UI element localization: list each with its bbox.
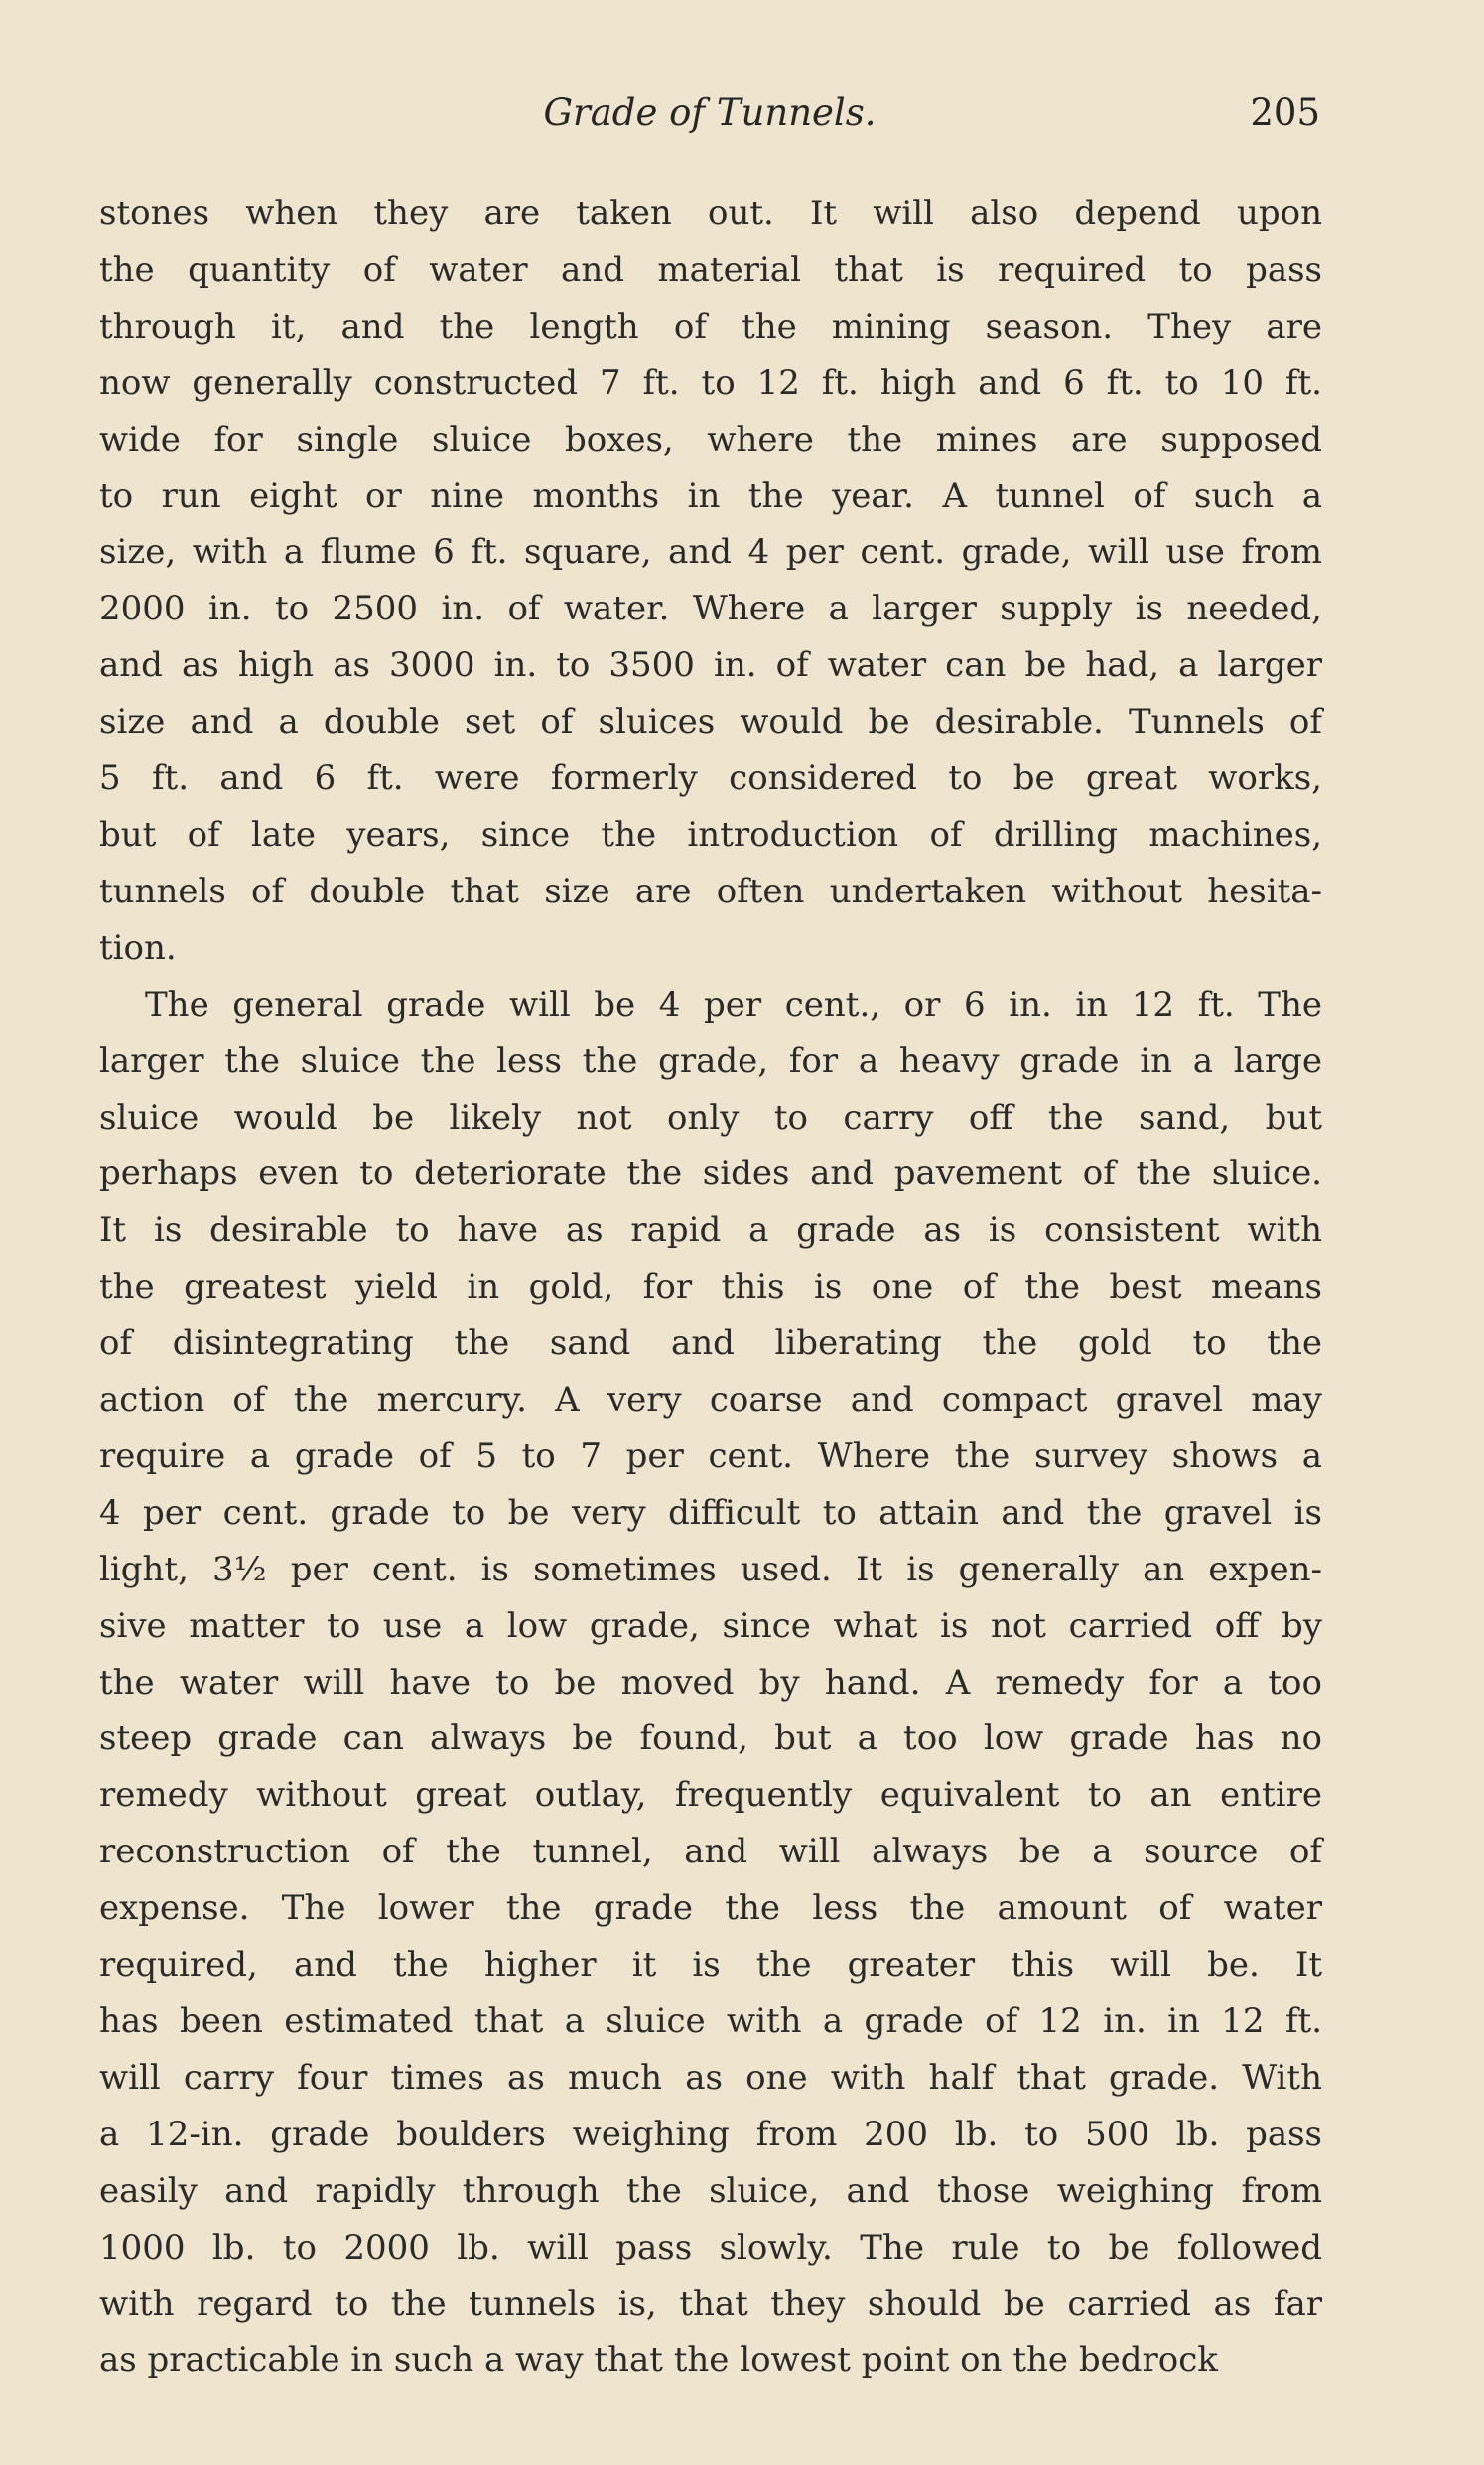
text-line: required, and the higher it is the greater this will be. It [99, 1945, 1322, 1986]
paragraph [99, 186, 1322, 977]
text-line: through it, and the length of the mining season. They are [99, 306, 1322, 346]
running-title: Grade of Tunnels. [543, 91, 877, 134]
text-line: a 12-in. grade boulders weighing from 200 lb. to 500 lb. pass [99, 2114, 1322, 2154]
text-line: the greatest yield in gold, for this is one of the best means [99, 1267, 1322, 1307]
page-header [99, 91, 1320, 151]
text-line: 4 per cent. grade to be very difficult to attain and the gravel is [99, 1492, 1322, 1533]
text-line: but of late years, since the introduction of drilling machines, [99, 814, 1322, 855]
text-line: The general grade will be 4 per cent., or 6 in. in 12 ft. The [145, 984, 1322, 1025]
text-line: to run eight or nine months in the year. A tunnel of such a [99, 476, 1322, 516]
text-line: now generally constructed 7 ft. to 12 ft. high and 6 ft. to 10 ft. [99, 362, 1322, 403]
text-line: wide for single sluice boxes, where the mines are supposed [99, 419, 1322, 460]
text-line: and as high as 3000 in. to 3500 in. of water can be had, a larger [99, 645, 1322, 686]
text-line: size and a double set of sluices would be desirable. Tunnels of [99, 702, 1322, 743]
text-line: has been estimated that a sluice with a grade of 12 in. in 12 ft. [99, 2001, 1322, 2041]
text-line: reconstruction of the tunnel, and will always be a source of [99, 1832, 1322, 1872]
text-line: larger the sluice the less the grade, for a heavy grade in a large [99, 1040, 1322, 1081]
text-line: expense. The lower the grade the less the amount of water [99, 1888, 1322, 1929]
text-line: perhaps even to deteriorate the sides and pavement of the sluice. [99, 1154, 1322, 1194]
text-line: sive matter to use a low grade, since what is not carried off by [99, 1605, 1322, 1646]
text-line: stones when they are taken out. It will also depend upon [99, 194, 1322, 233]
text-line: require a grade of 5 to 7 per cent. Where the survey shows a [99, 1436, 1322, 1476]
body-text [99, 186, 1322, 2389]
text-line: remedy without great outlay, frequently equivalent to an entire [99, 1775, 1322, 1816]
text-line: size, with a flume 6 ft. square, and 4 per cent. grade, will use from [99, 532, 1322, 573]
text-line: light, 3½ per cent. is sometimes used. It is generally an expen- [99, 1549, 1322, 1589]
text-line: easily and rapidly through the sluice, and those weighing from [99, 2170, 1322, 2211]
text-line: the quantity of water and material that is required to pass [99, 249, 1322, 290]
text-line: tunnels of double that size are often undertaken without hesita- [99, 871, 1322, 911]
text-line: 5 ft. and 6 ft. were formerly considered to be great works, [99, 758, 1322, 799]
text-line: 2000 in. to 2500 in. of water. Where a larger supply is needed, [99, 589, 1322, 629]
text-line: It is desirable to have as rapid a grade as is consistent with [99, 1210, 1322, 1251]
text-line: sluice would be likely not only to carry off the sand, but [99, 1097, 1322, 1138]
text-line: of disintegrating the sand and liberating the gold to the [99, 1323, 1322, 1364]
text-line: steep grade can always be found, but a too low grade has no [99, 1718, 1322, 1759]
text-line: tion. [99, 927, 177, 968]
text-line: action of the mercury. A very coarse and compact gravel may [99, 1380, 1322, 1421]
text-line: the water will have to be moved by hand. A remedy for a too [99, 1662, 1322, 1703]
text-line: will carry four times as much as one with half that grade. With [99, 2057, 1322, 2098]
text-line: as practicable in such a way that the lowest point on the bedrock [99, 2340, 1218, 2381]
page-number: 205 [1250, 91, 1320, 134]
paragraph [99, 977, 1322, 2390]
text-line: with regard to the tunnels is, that they should be carried as far [99, 2283, 1322, 2324]
text-line: 1000 lb. to 2000 lb. will pass slowly. The rule to be followed [99, 2227, 1322, 2267]
